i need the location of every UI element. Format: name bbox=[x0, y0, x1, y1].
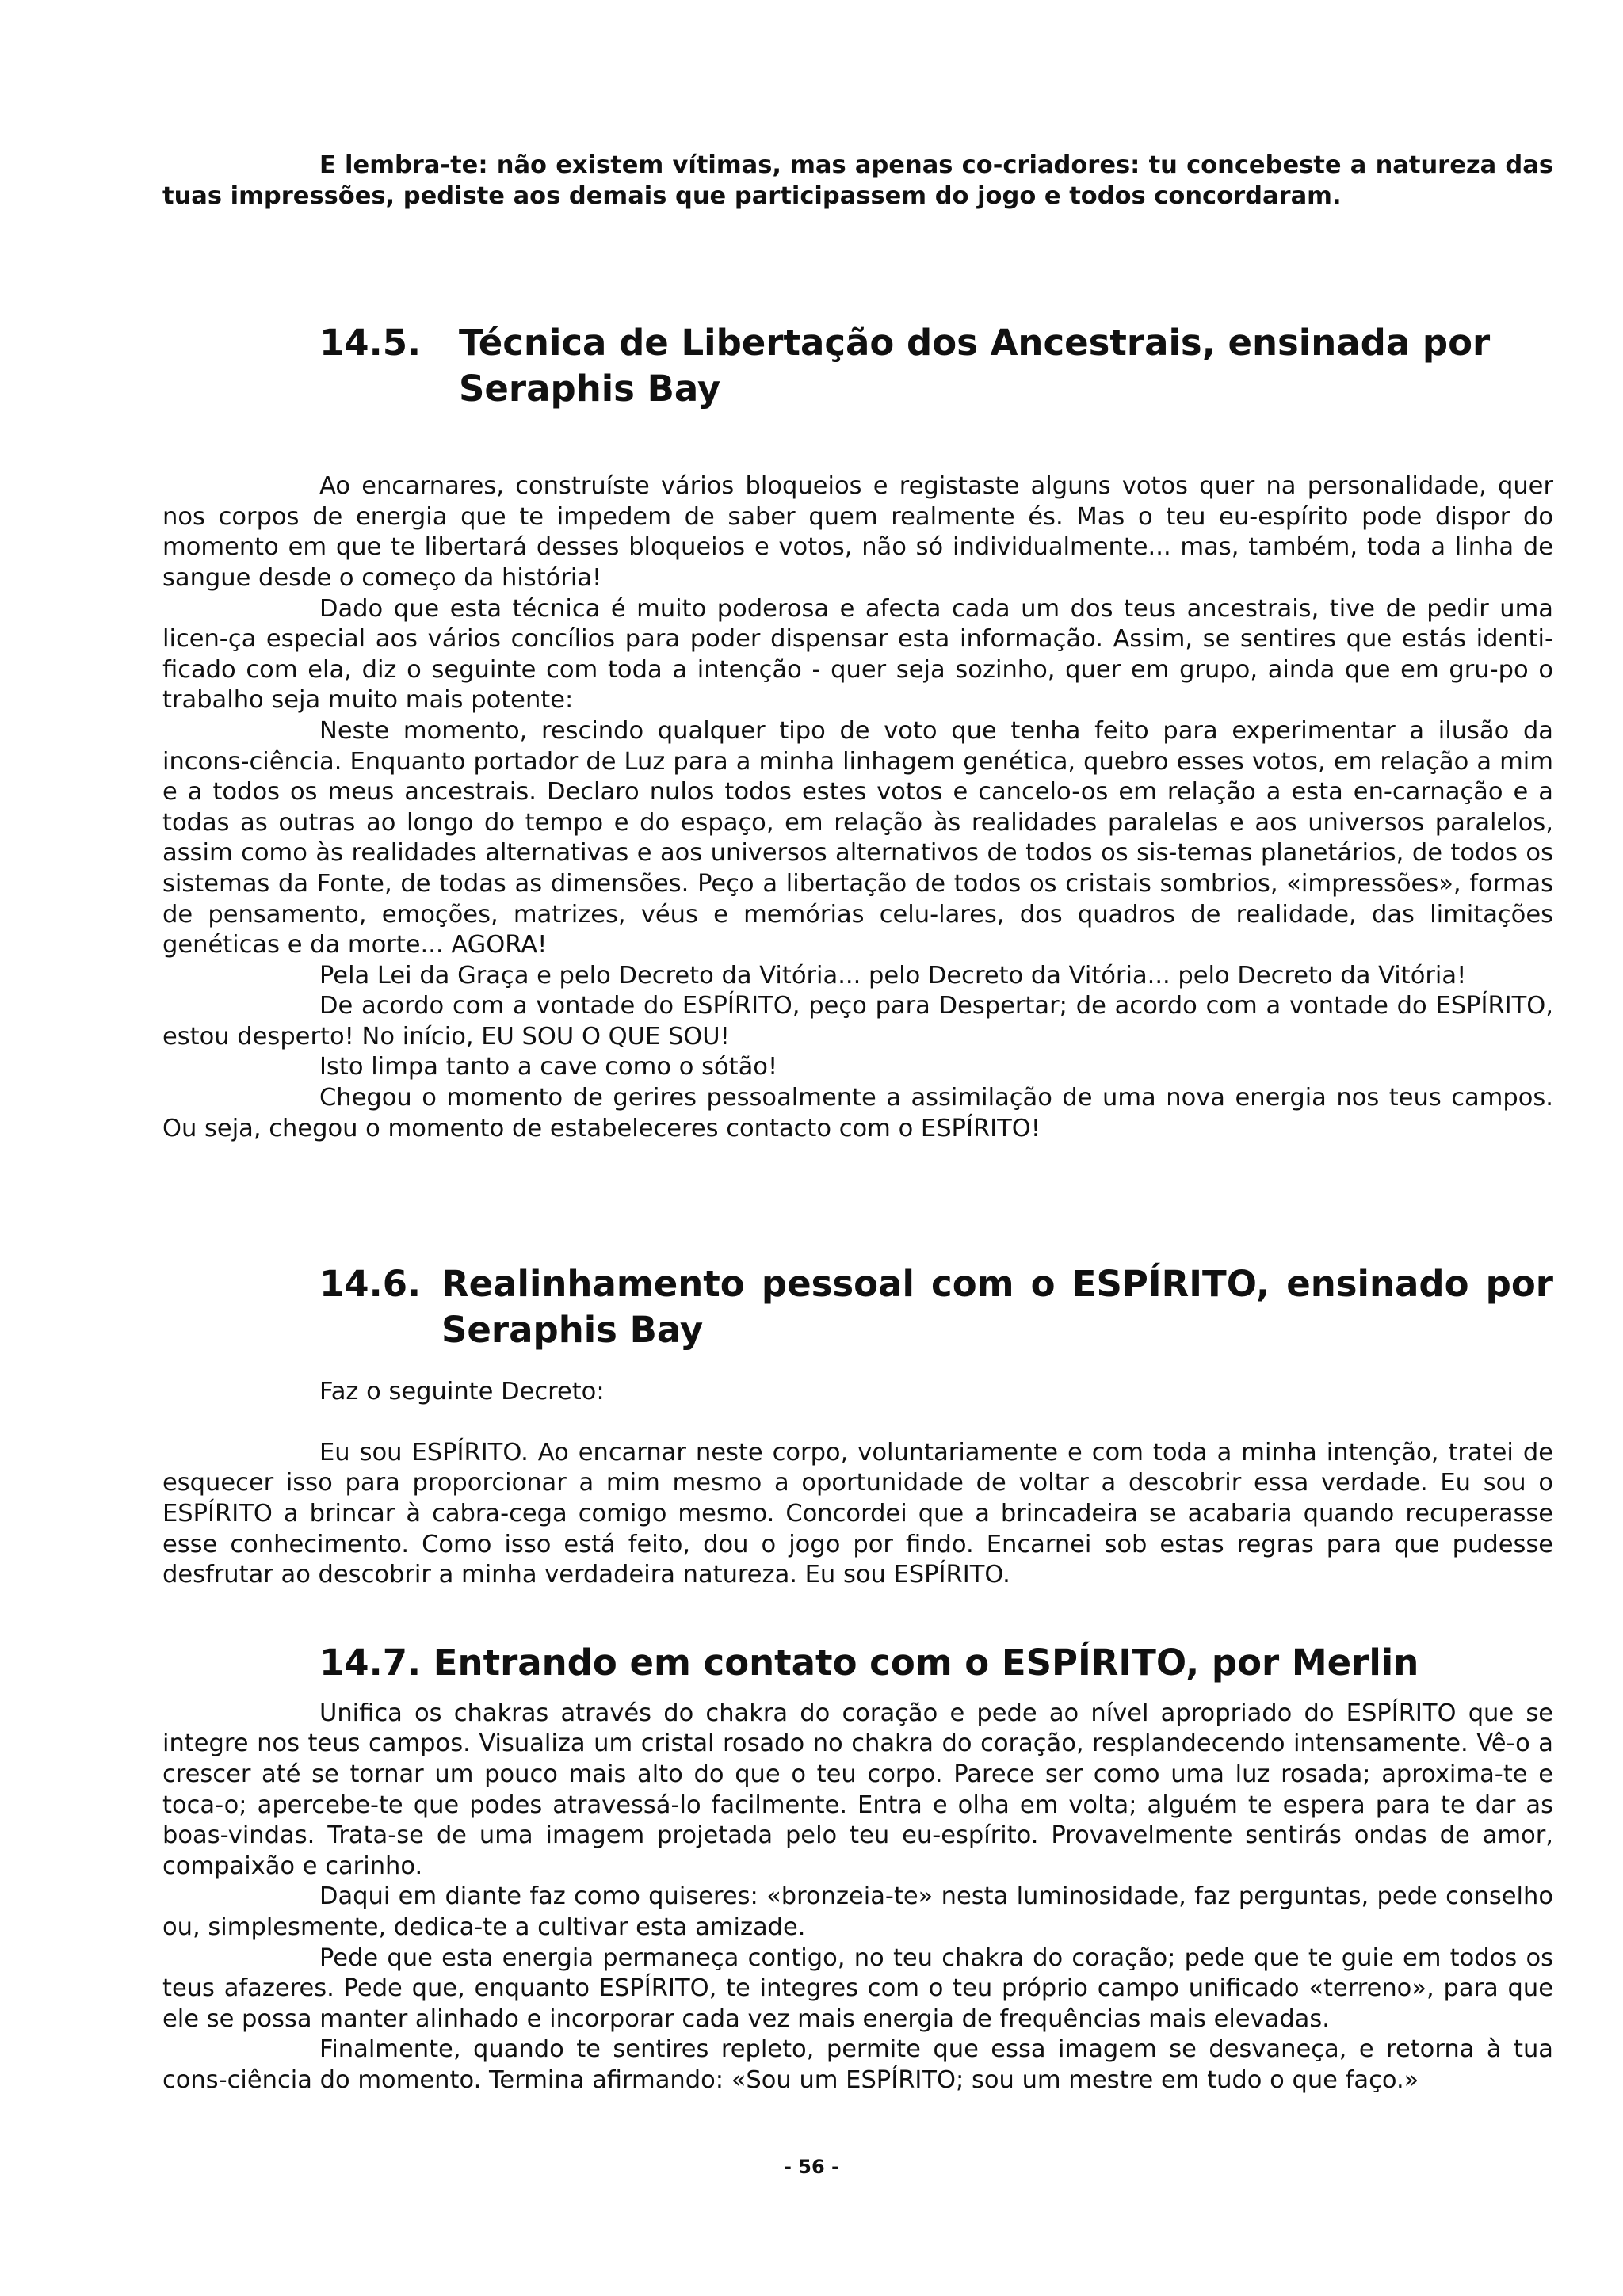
section-14-5-paragraph-6: Isto limpa tanto a cave como o sótão! bbox=[319, 1053, 778, 1081]
section-title: Entrando em contato com o ESPÍRITO, por Merlin bbox=[433, 1641, 1419, 1684]
section-14-5-paragraph-5: De acordo com a vontade do ESPÍRITO, peço para Despertar; de acordo com a vontade do ESPÍRITO, estou desperto! No início, EU SOU O QUE SOU! bbox=[162, 992, 1553, 1051]
section-14-5-paragraph-4: Pela Lei da Graça e pelo Decreto da Vitória... pelo Decreto da Vitória... pelo Decreto da Vitória! bbox=[319, 961, 1467, 990]
section-title: Realinhamento pessoal com o ESPÍRITO, ensinado por Seraphis Bay bbox=[441, 1263, 1553, 1352]
section-14-5-paragraph-7: Chegou o momento de gerires pessoalmente a assimilação de uma nova energia nos teus campos. Ou seja, chegou o momento de estabeleceres contacto com o ESPÍRITO! bbox=[162, 1084, 1553, 1142]
intro-paragraph: E lembra-te: não existem vítimas, mas apenas co-criadores: tu concebeste a natureza das tuas impressões, pediste aos demais que participassem do jogo e todos concordaram. bbox=[162, 151, 1553, 210]
page-number: - 56 - bbox=[783, 2156, 840, 2178]
section-14-6-paragraph: Eu sou ESPÍRITO. Ao encarnar neste corpo, voluntariamente e com toda a minha intenção, tratei de esquecer isso para proporcionar a mim mesmo a oportunidade de voltar a descobrir essa verdade. Eu sou o ESPÍRITO a brincar à cabra-cega comigo mesmo. Concordei que a brincadeira se acabaria quando recuperasse esse conhecimento. Como isso está feito, dou o jogo por findo. Encarnei sob estas regras para que pudesse desfrutar ao descobrir a minha verdadeira natureza. Eu sou ESPÍRITO. bbox=[162, 1438, 1553, 1589]
section-14-5-paragraph-1: Ao encarnares, construíste vários bloqueios e registaste alguns votos quer na personalidade, quer nos corpos de energia que te impedem de saber quem realmente és. Mas o teu eu-espírito pode dispor do momento em que te libertará desses bloqueios e votos, não só individualmente... mas, também, toda a linha de sangue desde o começo da história! bbox=[162, 472, 1553, 592]
section-14-7-paragraph-2: Daqui em diante faz como quiseres: «bronzeia-te» nesta luminosidade, faz perguntas, pede conselho ou, simplesmente, dedica-te a cultivar esta amizade. bbox=[162, 1882, 1553, 1941]
section-14-5-paragraph-2: Dado que esta técnica é muito poderosa e afecta cada um dos teus ancestrais, tive de pedir uma licen-ça especial aos vários concílios para poder dispensar esta informação. Assim, se sentires que estás identi-ficado com ela, diz o seguinte com toda a intenção - quer seja sozinho, quer em grupo, ainda que em gru-po o trabalho seja muito mais potente: bbox=[162, 594, 1553, 715]
section-14-5-heading bbox=[319, 320, 1553, 412]
section-14-7-paragraph-1: Unifica os chakras através do chakra do coração e pede ao nível apropriado do ESPÍRITO que se integre nos teus campos. Visualiza um cristal rosado no chakra do coração, resplandecendo intensamente. Vê-o a crescer até se tornar um pouco mais alto do que o teu corpo. Parece ser como uma luz rosada; aproxima-te e toca-o; apercebe-te que podes atravessá-lo facilmente. Entra e olha em volta; alguém te espera para te dar as boas-vindas. Trata-se de uma imagem projetada pelo teu eu-espírito. Provavelmente sentirás ondas de amor, compaixão e carinho. bbox=[162, 1699, 1553, 1880]
section-14-7-heading bbox=[319, 1640, 1553, 1686]
section-title: Técnica de Libertação dos Ancestrais, ensinada por Seraphis Bay bbox=[459, 322, 1491, 410]
section-number: 14.6. bbox=[319, 1263, 422, 1306]
section-14-6-heading bbox=[319, 1261, 1553, 1353]
document-page bbox=[162, 151, 1553, 2096]
section-14-7-paragraph-3: Pede que esta energia permaneça contigo, no teu chakra do coração; pede que te guie em todos os teus afazeres. Pede que, enquanto ESPÍRITO, te integres com o teu próprio campo unificado «terreno», para que ele se possa manter alinhado e incorporar cada vez mais energia de frequências mais elevadas. bbox=[162, 1943, 1553, 2033]
section-number: 14.7. bbox=[319, 1641, 422, 1684]
section-14-5-paragraph-3: Neste momento, rescindo qualquer tipo de voto que tenha feito para experimentar a ilusão da incons-ciência. Enquanto portador de Luz para a minha linhagem genética, quebro esses votos, em relação a mim e a todos os meus ancestrais. Declaro nulos todos estes votos e cancelo-os em relação a esta en-carnação e a todas as outras ao longo do tempo e do espaço, em relação às realidades paralelas e aos universos paralelos, assim como às realidades alternativas e aos universos alternativos de todos os sis-temas planetários, de todos os sistemas da Fonte, de todas as dimensões. Peço a libertação de todos os cristais sombrios, «impressões», formas de pensamento, emoções, matrizes, véus e memórias celu-lares, dos quadros de realidade, das limitações genéticas e da morte... AGORA! bbox=[162, 716, 1553, 959]
section-14-7-paragraph-4: Finalmente, quando te sentires repleto, permite que essa imagem se desvaneça, e retorna à tua cons-ciência do momento. Termina afirmando: «Sou um ESPÍRITO; sou um mestre em tudo o que faço.» bbox=[162, 2035, 1553, 2094]
section-number: 14.5. bbox=[319, 322, 422, 364]
decree-lead: Faz o seguinte Decreto: bbox=[319, 1378, 605, 1406]
